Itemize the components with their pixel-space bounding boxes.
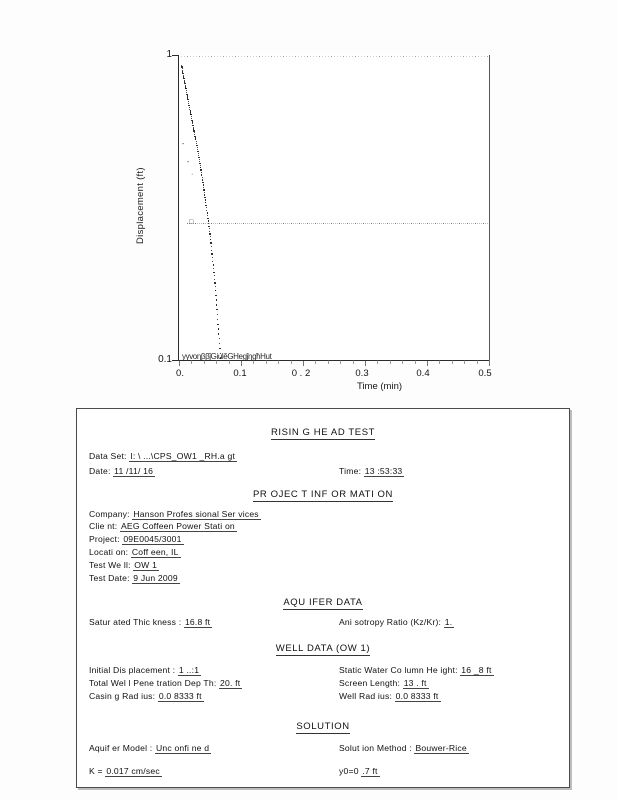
client-field: [89, 521, 237, 531]
client-value: AEG Coffeen Power Stati on: [120, 521, 235, 531]
screen-length-field: [339, 678, 429, 688]
y-tick-label-1: 1: [166, 49, 172, 60]
data-point: -: [182, 141, 185, 148]
x-tick-label-0.1: 0.1: [233, 368, 247, 379]
initial-displacement-label: Initial Dis placement :: [89, 665, 176, 675]
client-label: Clie nt:: [89, 521, 118, 531]
well-radius-value: 0.0 8333 ft: [395, 691, 439, 701]
aquifer-data-title: AQU IFER DATA: [283, 597, 363, 608]
y0-field: [339, 766, 380, 776]
y0-value: .7 ft: [362, 766, 378, 776]
x-tick-label-0.4: 0.4: [416, 368, 430, 379]
casing-radius-label: Casin g Rad ius:: [89, 691, 156, 701]
casing-radius-value: 0.0 8333 ft: [158, 691, 202, 701]
static-water-column-field: [339, 665, 494, 675]
report-box: [76, 408, 570, 788]
screen-length-value: 13 . ft: [403, 678, 427, 688]
chart-plot-area: [178, 55, 489, 361]
k-value: 0.017 cm/sec: [106, 766, 160, 776]
date-field: [89, 466, 155, 476]
k-label: K =: [89, 766, 103, 776]
data-set-label: Data Set:: [89, 451, 127, 461]
data-set-field: [89, 451, 237, 461]
test-well-value: OW 1: [134, 560, 158, 570]
data-set-value: I: \ ...\CPS_OW1 _RH.a gt: [130, 451, 236, 461]
test-well-label: Test We ll:: [89, 560, 131, 570]
data-point: □: [189, 219, 194, 226]
test-date-value: 9 Jun 2009: [133, 573, 178, 583]
company-label: Company:: [89, 509, 130, 519]
solution-method-value: Bouwer-Rice: [415, 743, 467, 753]
solution-method-field: [339, 743, 469, 753]
fit-line-dotted: [179, 55, 489, 360]
saturated-thickness-field: [89, 617, 212, 627]
time-label: Time:: [339, 466, 362, 476]
x-tick-label-0.2: 0 . 2: [291, 368, 311, 379]
static-water-column-label: Static Water Co lumn He ight:: [339, 665, 458, 675]
total-penetration-label: Total Wel l Pene tration Dep Th:: [89, 678, 217, 688]
data-point: ·: [191, 171, 194, 178]
aquifer-model-value: Unc onfi ne d: [155, 743, 210, 753]
project-info-title: PR OJEC T INF OR MATI ON: [252, 489, 394, 500]
saturated-thickness-value: 16.8 ft: [184, 617, 211, 627]
time-value: 13 :53:33: [364, 466, 403, 476]
initial-displacement-value: 1 ..:1: [178, 665, 200, 675]
chart-annotation-smudge: yγvοηββĵGiulĕGHegĵηgħHut: [182, 352, 272, 361]
hydraulic-conductivity-field: [89, 766, 162, 776]
data-point: -: [187, 159, 190, 166]
location-value: Coff een, IL: [131, 547, 179, 557]
anisotropy-label: Ani sotropy Ratio (Kz/Kr):: [339, 617, 442, 627]
project-field: [89, 534, 184, 544]
chart-x-axis-label: Time (min): [357, 381, 403, 392]
test-well-field: [89, 560, 159, 570]
company-field: [89, 509, 261, 519]
well-data-title: WELL DATA (OW 1): [275, 643, 371, 654]
project-value: 09E0045/3001: [123, 534, 182, 544]
screen-length-label: Screen Length:: [339, 678, 401, 688]
test-date-label: Test Date:: [89, 573, 130, 583]
total-penetration-value: 20. ft: [220, 678, 241, 688]
solution-title: SOLUTION: [296, 721, 350, 732]
plot-right-edge: [489, 55, 490, 360]
anisotropy-value: 1.: [444, 617, 453, 627]
aquifer-model-field: [89, 743, 211, 753]
chart-y-axis-label: Displacement (ft): [135, 167, 146, 244]
well-radius-field: [339, 691, 441, 701]
date-label: Date:: [89, 466, 111, 476]
y0-label: y0=0: [339, 766, 359, 776]
report-title: RISIN G HE AD TEST: [270, 427, 376, 438]
static-water-column-value: 16 _8 ft: [461, 665, 492, 675]
date-value: 11 /11/ 16: [114, 466, 154, 476]
solution-method-label: Solut ion Method :: [339, 743, 412, 753]
x-tick-label-0.3: 0.3: [355, 368, 369, 379]
aquifer-model-label: Aquif er Model :: [89, 743, 153, 753]
x-tick-label-0.5: 0.5: [478, 368, 492, 379]
well-radius-label: Well Rad ius:: [339, 691, 393, 701]
y-tick-label-0.1: 0.1: [158, 354, 172, 365]
saturated-thickness-label: Satur ated Thic kness :: [89, 617, 182, 627]
location-field: [89, 547, 181, 557]
time-field: [339, 466, 404, 476]
project-label: Project:: [89, 534, 120, 544]
company-value: Hanson Profes sional Ser vices: [133, 509, 259, 519]
location-label: Locati on:: [89, 547, 129, 557]
casing-radius-field: [89, 691, 204, 701]
x-tick-label-0: 0.: [176, 368, 184, 379]
anisotropy-field: [339, 617, 454, 627]
initial-displacement-field: [89, 665, 201, 675]
test-date-field: [89, 573, 180, 583]
total-penetration-field: [89, 678, 242, 688]
